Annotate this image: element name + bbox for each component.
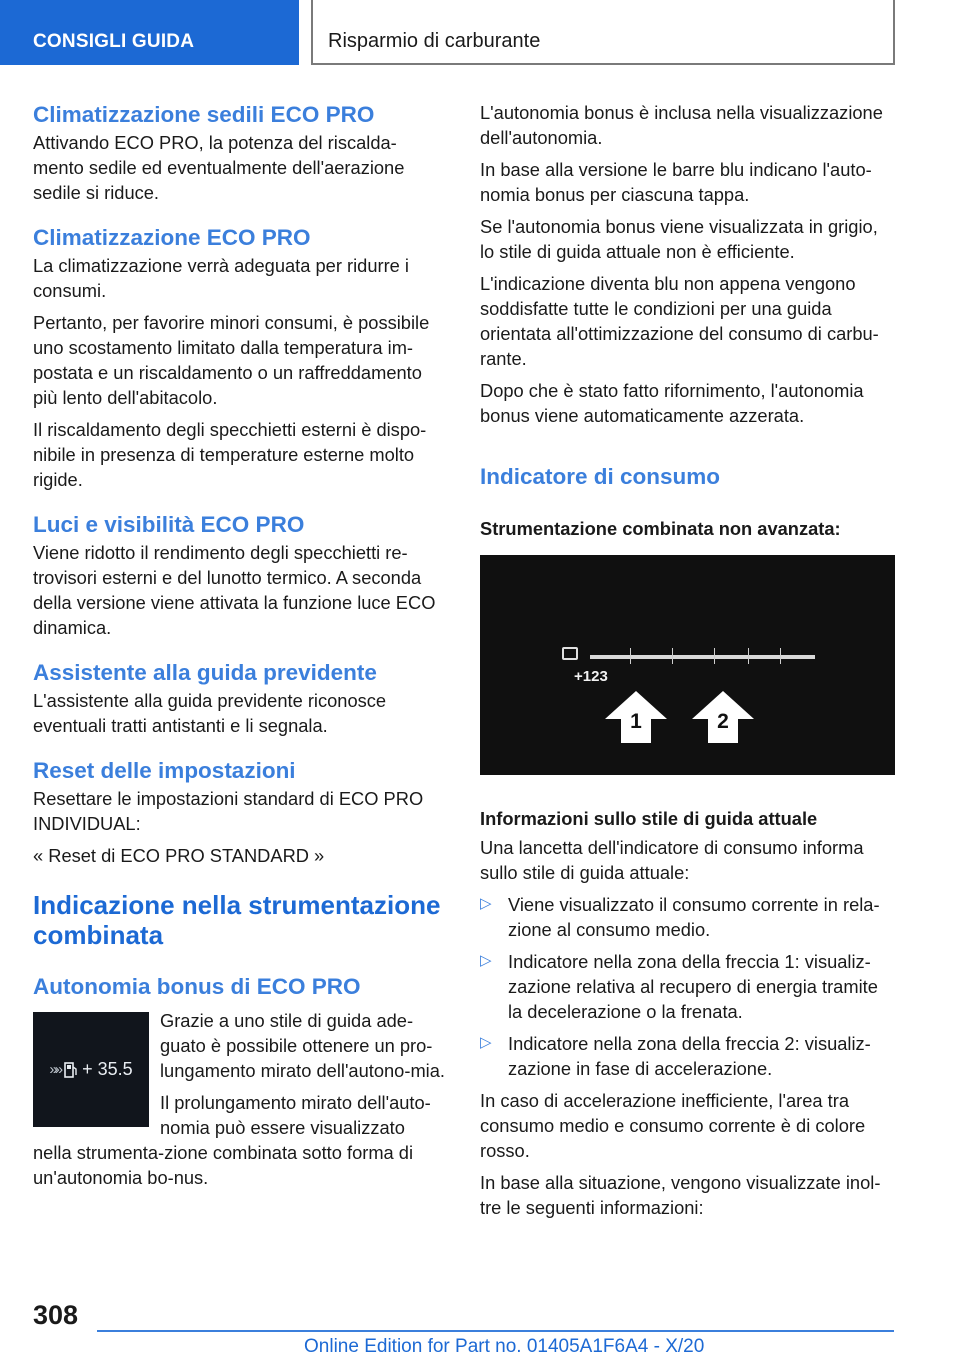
paragraph: Se l'autonomia bonus viene visualizzata in grigio, lo stile di guida attuale non è efficiente.	[480, 216, 878, 262]
cluster-bonus-value: +123	[574, 668, 608, 685]
paragraph: L'assistente alla guida previdente riconosce eventuali tratti antistanti e li segnala.	[33, 690, 387, 736]
list-item: ▷ Indicatore nella zona della freccia 2: visualiz-zazione in fase di accelerazione.	[480, 1033, 871, 1079]
paragraph: Il prolungamento mirato dell'auto-nomia può essere visualizzato nella strumenta-zione combinata sotto forma di un'autonomia bo-nus.	[33, 1092, 431, 1188]
heading-bonus-range: Autonomia bonus di ECO PRO	[33, 974, 361, 999]
paragraph: In base alla versione le barre blu indicano l'auto-nomia bonus per ciascuna tappa.	[480, 159, 872, 205]
bonus-block	[33, 1008, 447, 1190]
heading-consumption-indicator: Indicatore di consumo	[480, 464, 721, 489]
footer-edition: Online Edition for Part no. 01405A1F6A4 - X/20	[304, 1336, 705, 1357]
footer-divider	[97, 1330, 894, 1332]
bonus-range-image	[33, 1012, 149, 1127]
arrow-1-label: 1	[630, 710, 642, 733]
double-chevron-icon: »»	[49, 1061, 61, 1078]
heading-reset: Reset delle impostazioni	[33, 758, 296, 783]
section-tab: CONSIGLI GUIDA	[0, 0, 299, 65]
paragraph: L'indicazione diventa blu non appena vengono soddisfatte tutte le condizioni per una guida orientata all'ottimizzazione del consumo di carbu-rante.	[480, 273, 879, 369]
paragraph: Pertanto, per favorire minori consumi, è possibile uno scostamento limitato dalla temperatura im-postata e un riscaldamento o un raffreddamento più lento dell'abitacolo.	[33, 312, 430, 408]
heading-eco-climate: Climatizzazione ECO PRO	[33, 225, 311, 250]
paragraph: Una lancetta dell'indicatore di consumo informa sullo stile di guida attuale:	[480, 837, 864, 883]
heading-assistant: Assistente alla guida previdente	[33, 660, 377, 685]
arrow-2-label: 2	[717, 710, 729, 733]
paragraph: Attivando ECO PRO, la potenza del riscalda-mento sedile ed eventualmente dell'aerazione sedile si riduce.	[33, 132, 405, 203]
list-item: ▷ Indicatore nella zona della freccia 1: visualiz-zazione relativa al recupero di energia tramite la decelerazione o la frenata.	[480, 951, 878, 1022]
paragraph: Dopo che è stato fatto rifornimento, l'autonomia bonus viene automaticamente azzerata.	[480, 380, 864, 426]
triangle-bullet-icon: ▷	[480, 1034, 492, 1051]
page-number: 308	[33, 1300, 79, 1330]
triangle-bullet-icon: ▷	[480, 952, 492, 969]
heading-seat-climate: Climatizzazione sedili ECO PRO	[33, 102, 375, 127]
fuel-pump-icon	[64, 1062, 78, 1078]
chapter-title: Risparmio di carburante	[311, 0, 895, 65]
subheading-cluster: Strumentazione combinata non avanzata:	[480, 518, 841, 539]
consumption-bar	[590, 655, 815, 659]
left-column	[33, 100, 447, 1190]
subheading-driving-style: Informazioni sullo stile di guida attuale	[480, 808, 818, 829]
paragraph: Grazie a uno stile di guida ade-guato è possibile ottenere un pro-lungamento mirato dell'autono-mia.	[160, 1010, 445, 1081]
right-column	[480, 100, 896, 1220]
list-item: ▷ Viene visualizzato il consumo corrente in rela-zione al consumo medio.	[480, 894, 880, 940]
paragraph: Viene ridotto il rendimento degli specchietti re-trovisori esterni e del lunotto termico. A seconda della versione viene attivata la funzione luce ECO dinamica.	[33, 542, 436, 638]
paragraph: In base alla situazione, vengono visualizzate inol-tre le seguenti informazioni:	[480, 1172, 881, 1218]
fuel-gauge-icon	[562, 647, 578, 660]
paragraph: L'autonomia bonus è inclusa nella visualizzazione dell'autonomia.	[480, 102, 883, 148]
paragraph: Resettare le impostazioni standard di ECO PRO INDIVIDUAL:	[33, 788, 424, 834]
paragraph: La climatizzazione verrà adeguata per ridurre i consumi.	[33, 255, 409, 301]
heading-lights: Luci e visibilità ECO PRO	[33, 512, 305, 537]
paragraph: Il riscaldamento degli specchietti esterni è dispo-nibile in presenza di temperature esterne molto rigide.	[33, 419, 427, 490]
heading-cluster-display: Indicazione nella strumentazione combinata	[33, 890, 441, 950]
bonus-range-value: + 35.5	[82, 1059, 133, 1079]
paragraph: « Reset di ECO PRO STANDARD »	[33, 845, 325, 866]
cluster-image	[480, 555, 895, 775]
paragraph: In caso di accelerazione inefficiente, l'area tra consumo medio e consumo corrente è di colore rosso.	[480, 1090, 866, 1161]
triangle-bullet-icon: ▷	[480, 895, 492, 912]
